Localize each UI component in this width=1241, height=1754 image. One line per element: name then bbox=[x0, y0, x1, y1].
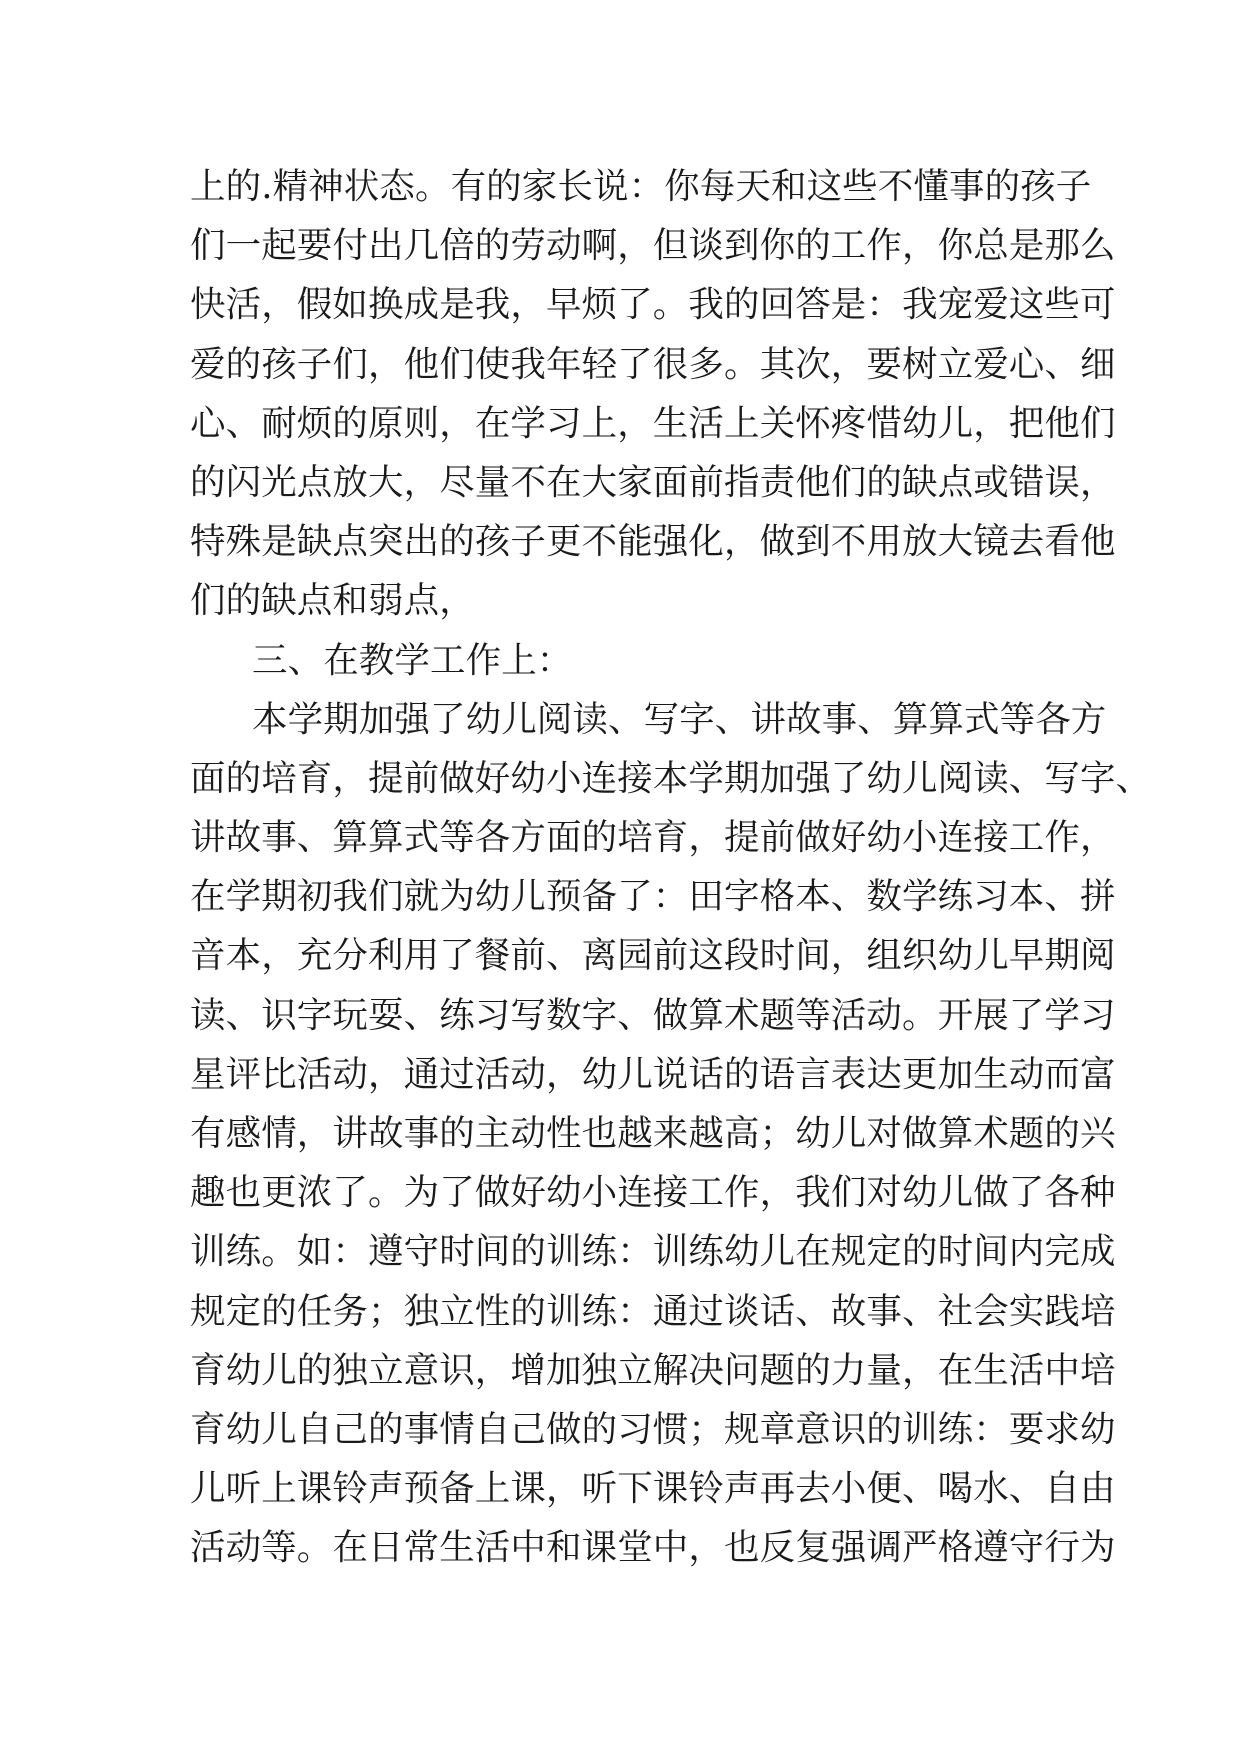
text-line: 特殊是缺点突出的孩子更不能强化，做到不用放大镜去看他 bbox=[190, 521, 1116, 563]
text-line: 上的.精神状态。有的家长说：你每天和这些不懂事的孩子 bbox=[190, 166, 1092, 207]
text-line: 本学期加强了幼儿阅读、写字、讲故事、算算式等各方 bbox=[252, 698, 1107, 740]
text-line: 育幼儿自己的事情自己做的习惯；规章意识的训练：要求幼 bbox=[190, 1408, 1116, 1450]
text-line: 活动等。在日常生活中和课堂中，也反复强调严格遵守行为 bbox=[190, 1527, 1116, 1569]
text-line: 音本，充分利用了餐前、离园前这段时间，组织幼儿早期阅 bbox=[190, 935, 1116, 977]
text-line: 快活，假如换成是我，早烦了。我的回答是：我宠爱这些可 bbox=[190, 284, 1116, 326]
text-line: 规定的任务；独立性的训练：通过谈话、故事、社会实践培 bbox=[190, 1290, 1116, 1332]
text-line: 趣也更浓了。为了做好幼小连接工作，我们对幼儿做了各种 bbox=[190, 1172, 1116, 1214]
text-line: 们的缺点和弱点， bbox=[190, 580, 475, 622]
text-line: 儿听上课铃声预备上课，听下课铃声再去小便、喝水、自由 bbox=[190, 1468, 1116, 1510]
text-line: 星评比活动，通过活动，幼儿说话的语言表达更加生动而富 bbox=[190, 1053, 1116, 1095]
text-line: 心、耐烦的原则，在学习上，生活上关怀疼惜幼儿，把他们 bbox=[190, 402, 1116, 444]
text-line: 训练。如：遵守时间的训练：训练幼儿在规定的时间内完成 bbox=[190, 1231, 1116, 1273]
text-line: 读、识字玩耍、练习写数字、做算术题等活动。开展了学习 bbox=[190, 994, 1116, 1036]
text-line: 的闪光点放大，尽量不在大家面前指责他们的缺点或错误， bbox=[190, 461, 1116, 503]
text-line: 育幼儿的独立意识，增加独立解决问题的力量，在生活中培 bbox=[190, 1349, 1116, 1391]
text-line: 面的培育，提前做好幼小连接本学期加强了幼儿阅读、写字、 bbox=[190, 757, 1152, 799]
text-line: 在学期初我们就为幼儿预备了：田字格本、数学练习本、拼 bbox=[190, 876, 1116, 918]
text-line: 讲故事、算算式等各方面的培育，提前做好幼小连接工作， bbox=[190, 817, 1116, 859]
section-heading: 三、在教学工作上： bbox=[252, 639, 573, 681]
body-text bbox=[190, 157, 1152, 1578]
text-line: 们一起要付出几倍的劳动啊，但谈到你的工作，你总是那么 bbox=[190, 225, 1116, 267]
text-line: 有感情，讲故事的主动性也越来越高；幼儿对做算术题的兴 bbox=[190, 1113, 1116, 1154]
text-line: 爱的孩子们，他们使我年轻了很多。其次，要树立爱心、细 bbox=[190, 343, 1116, 385]
